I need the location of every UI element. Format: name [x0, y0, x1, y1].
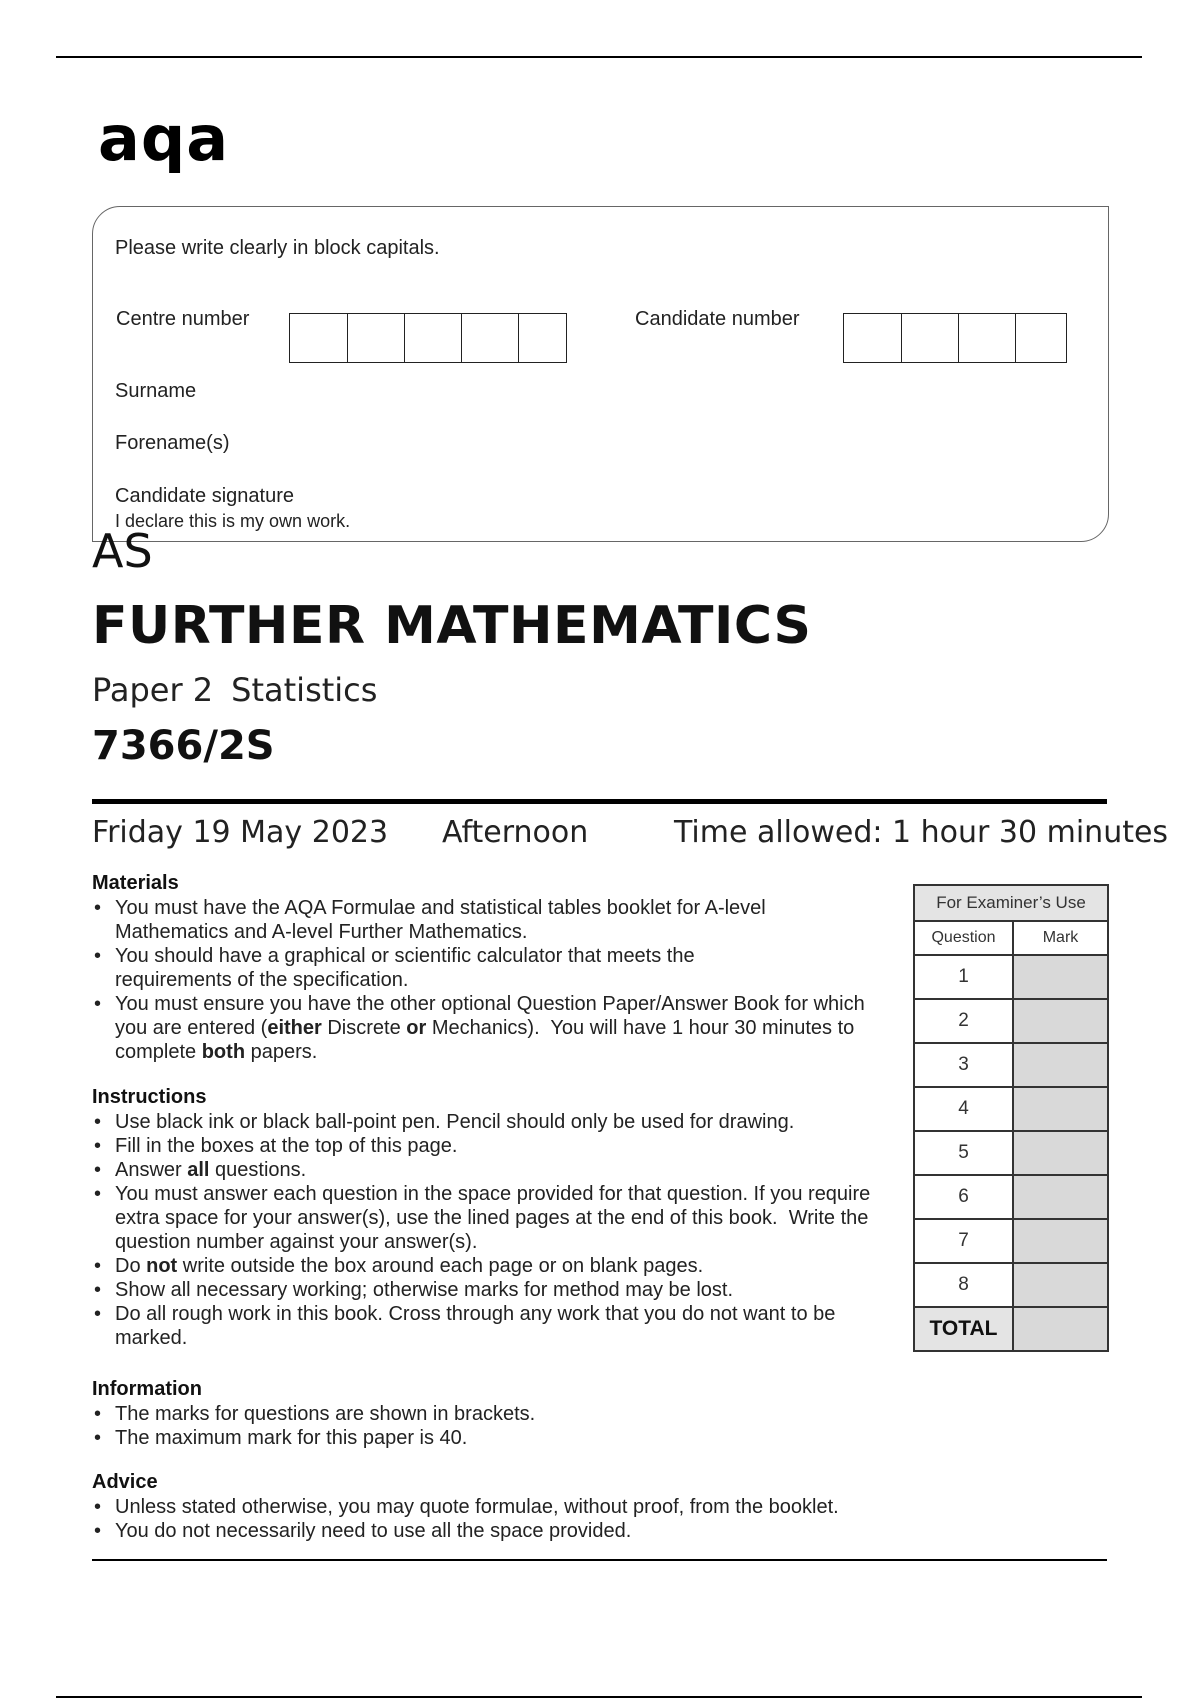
question-number: 4: [914, 1087, 1013, 1131]
list-item: • You do not necessarily need to use all the space provided.: [92, 1519, 912, 1543]
candidate-details-box: [92, 206, 1109, 542]
declaration-text: I declare this is my own work.: [115, 511, 351, 531]
list-item: • Do all rough work in this book. Cross through any work that you do not want to be marked.: [92, 1302, 885, 1350]
total-mark-cell: [1013, 1307, 1108, 1351]
question-number: 7: [914, 1219, 1013, 1263]
information-heading: Information: [92, 1378, 202, 1400]
instructions-heading: Instructions: [92, 1086, 207, 1108]
advice-section: [92, 1470, 912, 1543]
exam-session: Afternoon: [442, 815, 589, 850]
forename-label: Forename(s): [115, 432, 230, 454]
mark-cell: [1013, 1219, 1108, 1263]
paper-topic: Statistics: [231, 671, 378, 709]
surname-label: Surname: [115, 380, 197, 402]
centre-digit-box[interactable]: [405, 314, 462, 362]
list-item: • Answer all questions.: [92, 1158, 912, 1182]
paper-code: 7366/2S: [92, 723, 275, 769]
list-item: • You must have the AQA Formulae and statistical tables booklet for A-level Mathematics and A-level Further Mathematics.: [92, 896, 795, 944]
table-row: [914, 1219, 1108, 1263]
mark-cell: [1013, 1087, 1108, 1131]
total-label: TOTAL: [914, 1307, 1013, 1351]
centre-digit-box[interactable]: [348, 314, 405, 362]
centre-digit-box[interactable]: [462, 314, 519, 362]
materials-heading: Materials: [92, 872, 179, 894]
centre-digit-box[interactable]: [290, 314, 348, 362]
candidate-digit-box[interactable]: [959, 314, 1016, 362]
centre-number-label: Centre number: [116, 308, 250, 330]
mark-cell: [1013, 1263, 1108, 1307]
block-capitals-instruction: Please write clearly in block capitals.: [115, 237, 440, 259]
list-item: • Unless stated otherwise, you may quote formulae, without proof, from the booklet.: [92, 1495, 912, 1519]
table-row: [914, 1087, 1108, 1131]
question-number: 6: [914, 1175, 1013, 1219]
mark-cell: [1013, 1175, 1108, 1219]
list-item: • You should have a graphical or scientific calculator that meets the requirements of the specification.: [92, 944, 795, 992]
table-row: [914, 1307, 1108, 1351]
examiner-use-table: [913, 884, 1109, 1352]
list-item: • Show all necessary working; otherwise marks for method may be lost.: [92, 1278, 912, 1302]
candidate-digit-box[interactable]: [844, 314, 902, 362]
exam-date: Friday 19 May 2023: [92, 815, 389, 850]
centre-digit-box[interactable]: [519, 314, 566, 362]
table-row: [914, 1131, 1108, 1175]
bottom-section-rule: [92, 1559, 1107, 1561]
question-number: 1: [914, 955, 1013, 999]
question-number: 8: [914, 1263, 1013, 1307]
question-number: 2: [914, 999, 1013, 1043]
list-item: • You must ensure you have the other optional Question Paper/Answer Book for which you are entered (either Discrete or Mechanics). You will have 1 hour 30 minutes to complete both papers.: [92, 992, 875, 1064]
question-column-header: Question: [914, 921, 1013, 955]
centre-number-boxes[interactable]: [289, 313, 567, 363]
page-bottom-rule: [56, 1696, 1142, 1698]
mark-cell: [1013, 999, 1108, 1043]
time-allowed: Time allowed: 1 hour 30 minutes: [674, 815, 1169, 850]
question-number: 3: [914, 1043, 1013, 1087]
candidate-number-label: Candidate number: [635, 308, 800, 330]
mark-cell: [1013, 1131, 1108, 1175]
candidate-digit-box[interactable]: [1016, 314, 1066, 362]
materials-section: [92, 871, 912, 1064]
list-item: • The marks for questions are shown in brackets.: [92, 1402, 912, 1426]
aqa-logo: aqa: [98, 102, 230, 175]
top-rule: [56, 56, 1142, 58]
subject-title: FURTHER MATHEMATICS: [92, 596, 812, 656]
advice-heading: Advice: [92, 1471, 158, 1493]
table-row: [914, 955, 1108, 999]
list-item: • Use black ink or black ball-point pen. Pencil should only be used for drawing.: [92, 1110, 912, 1134]
table-row: [914, 1263, 1108, 1307]
mark-cell: [1013, 955, 1108, 999]
qualification-level: AS: [92, 524, 153, 578]
instructions-section: [92, 1085, 912, 1350]
mark-column-header: Mark: [1013, 921, 1108, 955]
table-row: [914, 999, 1108, 1043]
paper-number: Paper 2: [92, 671, 214, 709]
question-number: 5: [914, 1131, 1013, 1175]
table-row: [914, 1175, 1108, 1219]
information-section: [92, 1377, 912, 1450]
list-item: • The maximum mark for this paper is 40.: [92, 1426, 912, 1450]
mark-cell: [1013, 1043, 1108, 1087]
table-row: [914, 1043, 1108, 1087]
examiner-table-title: For Examiner’s Use: [914, 885, 1108, 921]
list-item: • Fill in the boxes at the top of this page.: [92, 1134, 912, 1158]
candidate-number-boxes[interactable]: [843, 313, 1067, 363]
list-item: • Do not write outside the box around each page or on blank pages.: [92, 1254, 912, 1278]
signature-label: Candidate signature: [115, 485, 295, 507]
thick-rule: [92, 799, 1107, 804]
list-item: • You must answer each question in the space provided for that question. If you require extra space for your answer(s), use the lined pages at the end of this book. Write the question number against your answer(s).: [92, 1182, 885, 1254]
candidate-digit-box[interactable]: [902, 314, 959, 362]
paper-title: [92, 671, 378, 709]
